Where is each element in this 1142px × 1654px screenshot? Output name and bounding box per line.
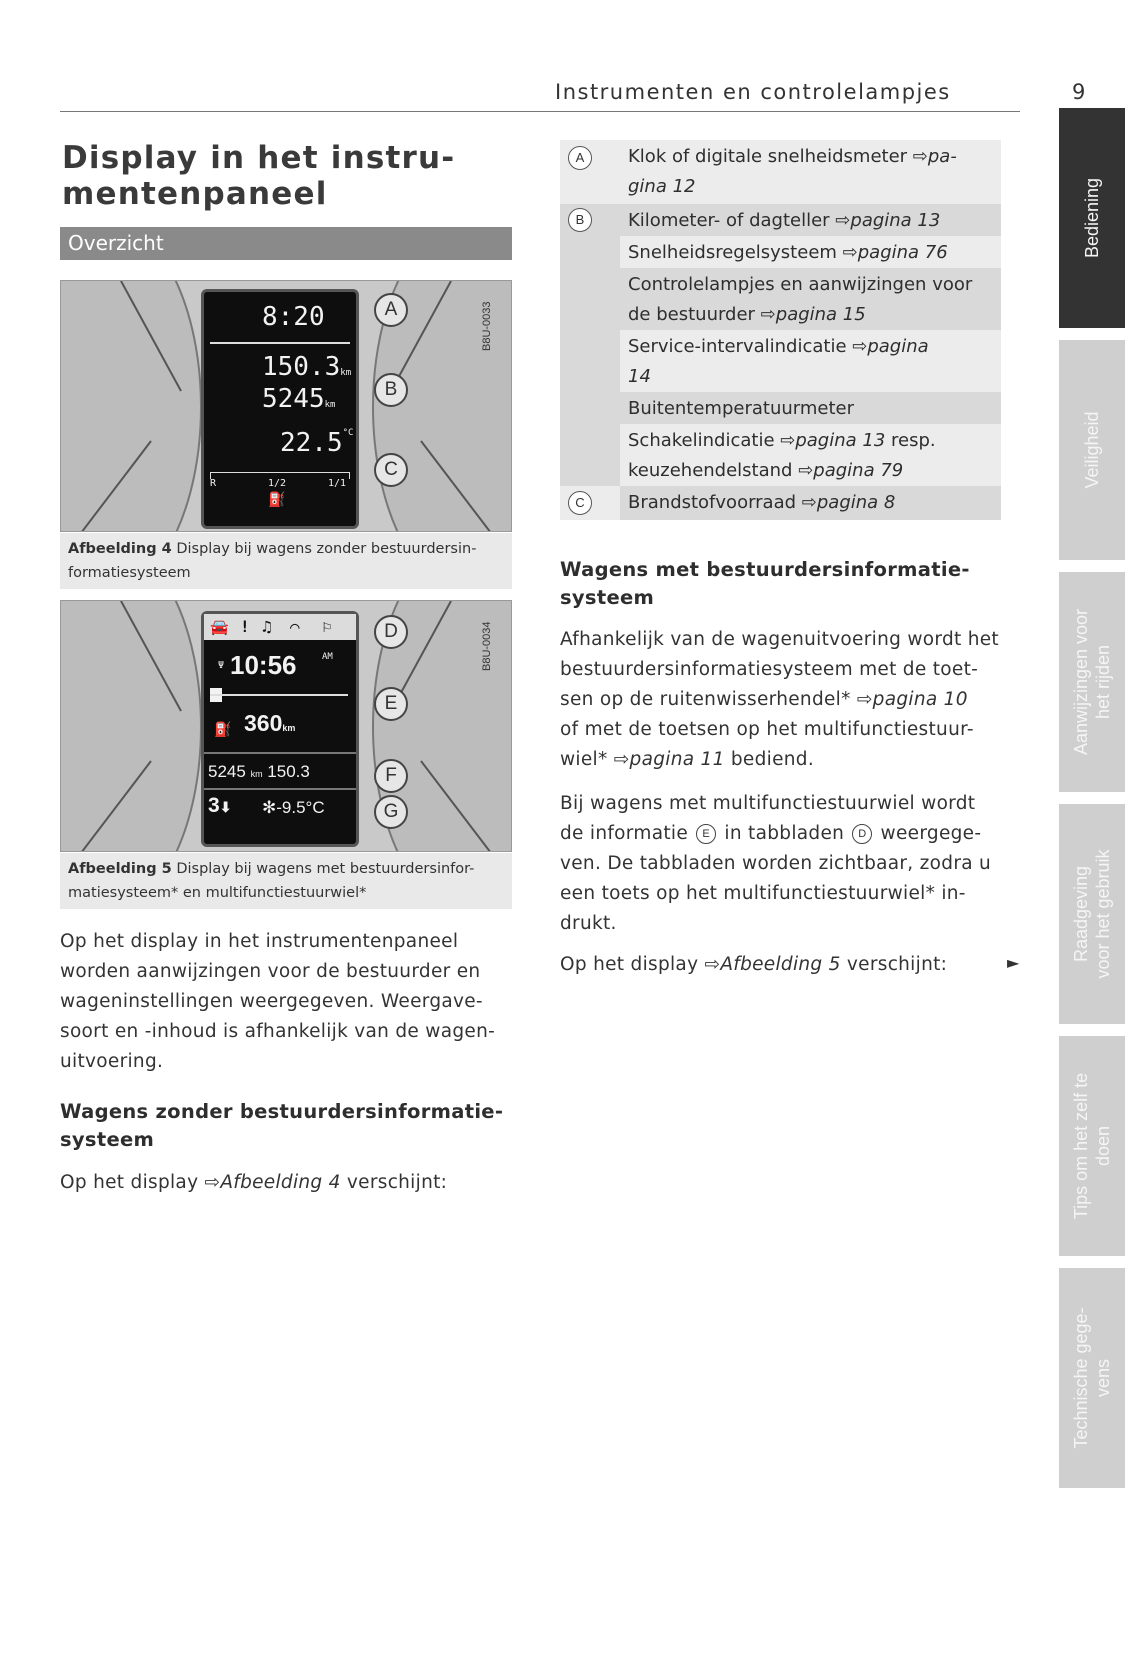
callout-a: A [374, 293, 408, 327]
tabs-paragraph: Bij wagens met multifunctiestuurwiel wordt de informatie E in tabbladen D weergege- ven. De tabbladen worden zichtbaar, zodra u een toets op het multifunctiestuurwiel* in- drukt. [560, 793, 992, 934]
legend-row: Controlelampjes en aanwijzingen voor de bestuurder ⇨pagina 15 [560, 268, 1001, 330]
side-tab-bediening[interactable] [1059, 108, 1125, 328]
callout-g: G [374, 795, 408, 829]
lcd-trip [262, 352, 351, 382]
lcd-trip-unit: km [340, 368, 352, 378]
section-title-line1: Display in het instru- [62, 140, 456, 176]
legend-text: Service-intervalindicatie ⇨pagina [628, 336, 929, 357]
legend-letter-badge: C [568, 491, 592, 515]
lcd-odometer [262, 384, 335, 414]
side-tab-label: Aanwijzingen voor het rijden [1071, 608, 1113, 756]
legend-text: Schakelindicatie ⇨pagina 13 resp. [628, 430, 936, 451]
intro-line: wageninstellingen weergegeven. Weergave- [60, 991, 483, 1012]
side-tab-tips[interactable] [1059, 1036, 1125, 1256]
lcd-temperature-value: 22.5 [280, 428, 343, 458]
section-title [62, 140, 532, 212]
lcd-am: AM [322, 652, 333, 662]
subheading-line: systeem [60, 1128, 155, 1151]
side-tab-label: Tips om het zelf te doen [1071, 1072, 1113, 1220]
lcd-temperature-unit: °C [342, 428, 354, 438]
side-tab-veiligheid[interactable] [1059, 340, 1125, 560]
page-link[interactable]: pagina 11 [629, 749, 725, 770]
car-icon: 🚘 [210, 618, 229, 636]
page-link[interactable]: pagina 76 [857, 242, 948, 263]
section-title-line2: mentenpaneel [62, 176, 328, 212]
gauge-label-r: R [210, 478, 217, 489]
lcd-display-fig4 [201, 289, 359, 529]
lcd-odometer-unit: km [324, 400, 336, 410]
page-link[interactable]: gina 12 [628, 176, 696, 197]
legend-text: Klok of digitale snelheidsmeter ⇨pa- [628, 146, 957, 167]
figure-4-link[interactable]: Afbeelding 4 [220, 1172, 341, 1193]
callout-d-badge: D [852, 824, 872, 844]
lcd-time: 10:56 [230, 650, 297, 680]
side-tab-label: Technische gege- vens [1071, 1307, 1113, 1449]
gauge-label-full: 1/1 [328, 478, 347, 489]
page-link[interactable]: pagina 79 [813, 460, 904, 481]
fuel-pump-icon: ⛽ [214, 722, 232, 738]
figure-5 [60, 600, 512, 852]
legend-row [560, 330, 1001, 392]
page-link[interactable]: pa- [927, 146, 957, 167]
lcd-odometer [208, 762, 310, 782]
callout-b: B [374, 373, 408, 407]
lcd-separator [204, 788, 356, 790]
display-reference-line [60, 1168, 512, 1198]
snowflake-icon: ✻ [262, 798, 277, 817]
reference-prefix: Op het display ⇨ [60, 1172, 221, 1193]
intro-line: worden aanwijzingen voor de bestuurder en [60, 961, 481, 982]
subheading-without-driver-info [60, 1098, 512, 1154]
intro-line: uitvoering. [60, 1051, 164, 1072]
lcd-range-value: 360 [244, 710, 283, 736]
lcd-gear-value: 3 [208, 794, 220, 817]
page-link[interactable]: pagina 13 [850, 210, 941, 231]
lcd-trip-value: 150.3 [267, 762, 310, 781]
lcd-outside-temp-value: -9.5°C [276, 798, 325, 817]
callout-e: E [374, 687, 408, 721]
figure-5-link[interactable]: Afbeelding 5 [720, 954, 841, 975]
lcd-time: 8:20 [262, 302, 325, 332]
caption-text: Display bij wagens met bestuurdersinfor-matiesysteem* en multifunctiestuurwiel* [68, 861, 475, 901]
legend-row: Schakelindicatie ⇨pagina 13 resp. keuzehendelstand ⇨pagina 79 [560, 424, 1001, 486]
subheading-line: systeem [560, 586, 655, 609]
lcd-gear [208, 794, 231, 818]
lcd-separator [210, 694, 348, 696]
lcd-separator [204, 752, 356, 754]
legend-text: Kilometer- of dagteller ⇨pagina 13 [628, 210, 941, 231]
intro-line: Op het display in het instrumentenpaneel [60, 931, 459, 952]
callout-e-badge: E [696, 824, 716, 844]
legend-letter-badge: B [568, 208, 592, 232]
fuel-pump-icon: ⛽ [268, 492, 286, 508]
side-tab-technische-gegevens[interactable] [1059, 1268, 1125, 1488]
lcd-odometer-value: 5245 [262, 384, 325, 414]
page-link[interactable]: pagina 10 [872, 689, 968, 710]
intro-paragraph [60, 927, 512, 1077]
figure-4 [60, 280, 512, 532]
page-header-title: Instrumenten en controlelampjes [555, 80, 951, 104]
legend-text: Buitentemperatuurmeter [628, 398, 854, 419]
legend-row [560, 236, 1001, 268]
reference-suffix: verschijnt: [840, 954, 948, 975]
side-tab-raadgeving[interactable] [1059, 804, 1125, 1024]
reference-prefix: Op het display ⇨ [560, 954, 721, 975]
lcd-odometer-value: 5245 [208, 762, 246, 781]
legend-row [560, 486, 1001, 520]
legend-letter-badge: A [568, 146, 592, 170]
caption-label: Afbeelding 4 [68, 541, 172, 557]
lcd-odometer-unit: km [250, 769, 263, 779]
caption-text: Display bij wagens zonder bestuurdersin-formatiesysteem [68, 541, 477, 581]
legend-text: Controlelampjes en aanwijzingen voor [628, 274, 973, 295]
header-rule [60, 111, 1020, 112]
side-tab-label: Veiligheid [1082, 411, 1102, 489]
antenna-icon: Ψ [218, 660, 225, 671]
legend-text: Snelheidsregelsysteem ⇨pagina 76 [628, 242, 948, 263]
continue-arrow-icon: ► [1007, 953, 1020, 972]
display-reference-line [560, 950, 1001, 980]
figure-4-caption [60, 533, 512, 589]
legend-row [560, 204, 1001, 236]
driver-info-paragraph: Afhankelijk van de wagenuitvoering wordt het bestuurdersinformatiesysteem met de toet- sen op de ruitenwisserhendel* ⇨pagina 10 of met de toetsen op het multifunctiestuur- wiel* ⇨pagina 11 bediend. [560, 629, 999, 770]
caption-label: Afbeelding 5 [68, 861, 172, 877]
lcd-range-unit: km [282, 723, 296, 733]
reference-suffix: verschijnt: [340, 1172, 448, 1193]
page-number: 9 [1072, 80, 1086, 104]
gear-down-icon: ⬇ [219, 799, 232, 815]
figure-code: B8U-0034 [481, 621, 493, 671]
tab-icon-phone: ⌒ [290, 617, 300, 636]
overview-bar: Overzicht [60, 227, 512, 260]
callout-c: C [374, 453, 408, 487]
figure-code: B8U-0033 [481, 301, 493, 351]
legend-row [560, 392, 1001, 424]
lcd-trip-value: 150.3 [262, 352, 341, 382]
tab-icon-audio: ♫ [262, 617, 272, 636]
page-link[interactable]: 14 [628, 366, 651, 387]
legend-row [560, 140, 1001, 204]
page-link[interactable]: pagina 8 [816, 492, 896, 513]
callout-d: D [374, 615, 408, 649]
tab-icon-warning: ! [240, 617, 250, 636]
side-tab-label: Bediening [1082, 177, 1102, 259]
lcd-temperature [280, 428, 353, 458]
subheading-line: Wagens zonder bestuurdersinformatie- [60, 1100, 504, 1123]
subheading-line: Wagens met bestuurdersinformatie- [560, 558, 970, 581]
page-link[interactable]: pagina 15 [775, 304, 866, 325]
lcd-separator [210, 342, 350, 344]
page-link[interactable]: pagina [867, 336, 929, 357]
lcd-range [244, 710, 295, 737]
callout-f: F [374, 759, 408, 793]
legend-text: Brandstofvoorraad ⇨pagina 8 [628, 492, 896, 513]
page-link[interactable]: pagina 13 [795, 430, 886, 451]
tab-icon-flag: ⚐ [322, 617, 332, 636]
side-tab-aanwijzingen[interactable] [1059, 572, 1125, 792]
lcd-display-fig5 [201, 611, 359, 847]
intro-line: soort en -inhoud is afhankelijk van de wagen- [60, 1021, 496, 1042]
figure-5-caption [60, 853, 512, 909]
side-tab-label: Raadgeving voor het gebruik [1071, 849, 1113, 979]
lcd-outside-temp [262, 798, 325, 818]
gauge-label-half: 1/2 [268, 478, 287, 489]
subheading-with-driver-info [560, 556, 1001, 612]
